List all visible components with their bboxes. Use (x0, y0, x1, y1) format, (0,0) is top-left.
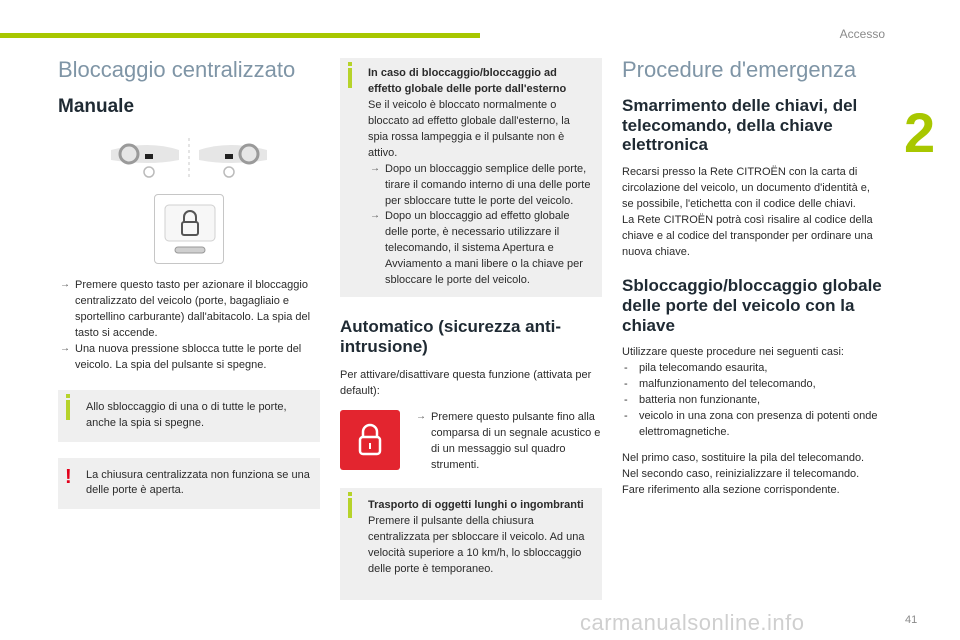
exterior-lock-bullet-simple: → Dopo un bloccaggio semplice delle porte, tirare il comando interno di una delle porte per sbloccare tutte le porte del veicolo. (368, 162, 592, 210)
padlock-icon (155, 195, 225, 265)
bullet-press-unlock: → Una nuova pressione sblocca tutte le porte del veicolo. La spia del pulsante si spegne. (58, 342, 320, 374)
page-number: 41 (905, 614, 918, 626)
padlock-icon (355, 423, 385, 457)
watermark: carmanualsonline.info (580, 610, 805, 635)
automatic-heading: Automatico (sicurezza anti-intrusione) (340, 317, 562, 356)
chapter-number: 2 (904, 101, 936, 164)
automatic-row (340, 410, 602, 474)
loss-text-2: La Rete CITROËN potrà così risalire al codice della chiave e al codice del transponder per ordinare una nuova chiave. (622, 213, 873, 258)
info-icon (348, 498, 352, 518)
info-text: Allo sbloccaggio di una o di tutte le porte, anche la spia si spegne. (86, 400, 287, 429)
closing-line: Nel primo caso, sostituire la pila del telecomando. (622, 451, 865, 464)
info-icon (348, 68, 352, 88)
steering-wheels-icon (109, 136, 269, 182)
closing-line: Fare riferimento alla sezione corrispondente. (622, 483, 840, 496)
page-title: Bloccaggio centralizzato (58, 57, 296, 82)
column-exterior-locking (340, 58, 602, 600)
closing-line: Nel secondo caso, reinizializzare il telecomando. (622, 467, 860, 480)
transport-title: Trasporto di oggetti lunghi o ingombranti (368, 498, 584, 511)
automatic-bullet: → Premere questo pulsante fino alla comparsa di un segnale acustico e di un messaggio sul quadro strumenti. (414, 410, 602, 474)
case-item: - pila telecomando esaurita, (622, 361, 884, 377)
transport-info-box (340, 488, 602, 600)
top-accent-bar (0, 33, 480, 38)
info-box (58, 390, 320, 442)
warning-box (58, 458, 320, 510)
column-emergency (622, 58, 884, 499)
exterior-lock-bullet-global: → Dopo un bloccaggio ad effetto globale delle porte, è necessario utilizzare il telecomando, il sistema Apertura e Avviamento a mani libere o la chiave per sbloccare le porte del veicolo. (368, 209, 592, 289)
unlock-intro: Utilizzare queste procedure nei seguenti casi: (622, 346, 844, 359)
warning-text: La chiusura centralizzata non funziona se una delle porte è aperta. (86, 468, 310, 497)
exterior-lock-text: Se il veicolo è bloccato normalmente o bloccato ad effetto globale dall'esterno, la spia rossa lampeggia e il pulsante non è attivo. (368, 98, 570, 159)
exterior-lock-title: In caso di bloccaggio/bloccaggio ad effetto globale delle porte dall'esterno (368, 67, 567, 95)
automatic-intro: Per attivare/disattivare questa funzione (attivata per default): (340, 369, 592, 398)
transport-text: Premere il pulsante della chiusura centralizzata per sbloccare il veicolo. Ad una velocità superiore a 10 km/h, lo sbloccaggio delle porte è temporaneo. (368, 514, 585, 575)
warning-icon: ! (65, 465, 72, 488)
case-item: - malfunzionamento del telecomando, (622, 377, 884, 393)
central-lock-button (154, 194, 224, 264)
column-centralized-locking (58, 58, 320, 509)
red-lock-indicator (340, 410, 400, 470)
emergency-title: Procedure d'emergenza (622, 57, 857, 82)
case-item: - veicolo in una zona con presenza di potenti onde elettromagnetiche. (622, 409, 884, 441)
info-icon (66, 400, 70, 420)
exterior-lock-info-box (340, 58, 602, 297)
manual-heading: Manuale (58, 96, 135, 118)
unlock-heading: Sbloccaggio/bloccaggio globale delle porte del veicolo con la chiave (622, 276, 882, 335)
bullet-press-lock: → Premere questo tasto per azionare il bloccaggio centralizzato del veicolo (porte, bagagliaio e sportellino carburante) dall'abitacolo. La spia del tasto si accende. (58, 278, 320, 342)
loss-text-1: Recarsi presso la Rete CITROËN con la carta di circolazione del veicolo, un documento d'identità e, se possibile, l'etichetta con il codice delle chiavi. (622, 165, 870, 210)
section-label: Accesso (839, 27, 885, 41)
case-item: - batteria non funzionante, (622, 393, 884, 409)
dashboard-illustration (58, 136, 320, 182)
loss-heading: Smarrimento delle chiavi, del telecomando, della chiave elettronica (622, 96, 858, 155)
